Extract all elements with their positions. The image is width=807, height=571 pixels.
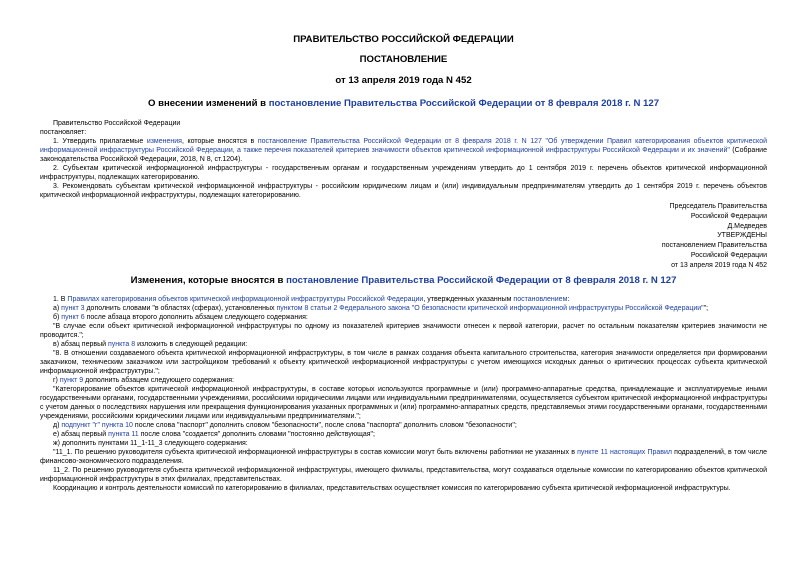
change-d-text-b: после слова "паспорт" дополнить словом "безопасности", после слова "паспорта" дополнить словом "безопасности";	[132, 421, 517, 429]
point-6-link[interactable]: пункт 6	[61, 313, 85, 321]
approval-line-2: постановлением Правительства	[661, 242, 767, 250]
intro-line-1: Правительство Российской Федерации	[53, 120, 181, 127]
signature-line-2: Российской Федерации	[690, 212, 767, 220]
change-e-text-b: после слова "создается" дополнить словами "постоянно действующая";	[138, 430, 375, 438]
changes-title-prefix: Изменения, которые вносятся в	[130, 274, 287, 286]
change-a	[40, 304, 767, 313]
point-11-2: 11_2. По решению руководителя субъекта критической информационной инфраструктуры, имеющего филиалы, представительства, могут создаваться отдельные комиссии по категорированию объектов критической информационной инфраструктуры в этих филиалах, представительствах.	[40, 466, 767, 483]
decree-link[interactable]: постановлением	[513, 295, 568, 303]
change-a-text-a: а)	[53, 304, 62, 312]
change-g-text-b: дополнить абзацем следующего содержания:	[83, 376, 234, 384]
point-11-1-text-a: "11_1. По решению руководителя субъекта критической информационной инфраструктуры в состав комиссии могут быть включены работники не указанных в	[53, 448, 578, 456]
change-zh: ж) дополнить пунктами 11_1-11_3 следующего содержания:	[53, 439, 248, 447]
approval-line-3: Российской Федерации	[690, 251, 767, 259]
change-b	[40, 313, 767, 322]
subject-prefix: О внесении изменений в	[147, 98, 269, 109]
change-1-text-b: , утвержденных указанным	[423, 295, 514, 303]
point-11-1-text-b: подразделений, в том числе финансово-экономического подразделения.	[40, 448, 767, 465]
point-8-link[interactable]: пункта 8	[107, 340, 136, 348]
approval-line-4: от 13 апреля 2019 года N 452	[671, 261, 767, 269]
decree-127-link[interactable]: постановление Правительства Российской Федерации от 8 февраля 2018 г. N 127 "Об утверждении Правил категорирования объектов критической информационной инфраструктуры Российской Федерации, а также перечня показателей критериев значимости объектов критической информационной инфраструктуры Российской Федерации и их значений"	[40, 138, 767, 154]
change-d	[40, 421, 767, 430]
signature-line-1: Председатель Правительства	[669, 203, 767, 210]
decree-body	[40, 119, 767, 200]
point-11-2-coordination: Координацию и контроль деятельности комиссий по категорированию в филиалах, представительствах осуществляет комиссия по категорированию субъекта критической информационной инфраструктуры.	[53, 484, 731, 492]
change-a-text-c: ";	[703, 304, 709, 312]
change-v-text-b: изложить в следующей редакции:	[135, 340, 248, 348]
rules-point-11-link[interactable]: пункте 11 настоящих Правил	[577, 448, 672, 456]
subject-link[interactable]: постановление Правительства Российской Федерации от 8 февраля 2018 г. N 127	[268, 98, 660, 109]
change-b-quote: "В случае если объект критической информационной инфраструктуры по одному из показателей критериев значимости отнесен к первой категории, расчет по остальным показателям критериев значимости не проводится.";	[40, 322, 767, 339]
change-e-text-a: е) абзац первый	[53, 430, 109, 438]
change-e	[40, 430, 767, 439]
point-9-link[interactable]: пункт 9	[59, 376, 84, 384]
point-11-1	[40, 448, 767, 466]
changes-body	[40, 295, 767, 493]
changes-title-link[interactable]: постановление Правительства Российской Федерации от 8 февраля 2018 г. N 127	[286, 274, 677, 286]
clause-3: 3. Рекомендовать субъектам критической информационной инфраструктуры - российским юридическим лицам и (или) индивидуальным предпринимателям утвердить до 1 сентября 2019 г. перечень объектов критической информационной инфраструктуры, подлежащих категорированию.	[40, 183, 767, 199]
clause-1	[40, 137, 767, 164]
decree-date: от 13 апреля 2019 года N 452	[335, 75, 472, 86]
signature-line-3: Д.Медведев	[727, 222, 767, 230]
approval-line-1: УТВЕРЖДЕНЫ	[717, 232, 767, 240]
point-11-link[interactable]: пункта 11	[108, 430, 139, 438]
change-1	[40, 295, 767, 304]
clause-1-text-a: 1. Утвердить прилагаемые	[53, 138, 147, 145]
rules-link[interactable]: Правилах категорирования объектов критической информационной инфраструктуры Российской Федерации	[67, 295, 424, 303]
federal-law-link[interactable]: пунктом 8 статьи 2 Федерального закона "О безопасности критической информационной инфраструктуры Российской Федерации"	[276, 304, 704, 312]
decree-heading: ПОСТАНОВЛЕНИЕ	[359, 54, 448, 65]
change-g-text-a: г)	[53, 376, 60, 384]
intro-line-2: постановляет:	[40, 129, 87, 136]
change-a-text-b: дополнить словами "в областях (сферах), установленных	[84, 304, 277, 312]
change-1-text-a: 1. В	[53, 295, 68, 303]
subpoint-g-link[interactable]: подпункт "г" пункта 10	[61, 421, 133, 429]
change-v-text-a: в) абзац первый	[53, 340, 108, 348]
change-v-quote: "8. В отношении создаваемого объекта критической информационной инфраструктуры, в том числе в рамках создания объекта капитального строительства, категория значимости определяется при формировании заказчиком, техническим заказчиком или застройщиком требований к объекту критической информационной инфраструктуры с учетом имеющихся исходных данных о критических процессах субъекта критической информационной инфраструктуры.";	[40, 349, 767, 375]
decree-subject	[40, 98, 767, 110]
change-b-text-b: после абзаца второго дополнить абзацем следующего содержания:	[84, 313, 308, 321]
signature-block	[40, 202, 767, 271]
change-d-text-a: д)	[53, 421, 62, 429]
change-v	[40, 340, 767, 349]
change-g	[40, 376, 767, 385]
change-b-text-a: б)	[53, 313, 62, 321]
clause-1-text-c: (Собрание законодательства Российской Федерации, 2018, N 8, ст.1204).	[40, 147, 767, 163]
changes-link[interactable]: изменения	[146, 138, 182, 145]
clause-1-text-b: , которые вносятся в	[181, 138, 258, 145]
changes-title	[40, 275, 767, 287]
change-1-text-c: :	[567, 295, 570, 303]
change-g-quote: "Категорирование объектов критической информационной инфраструктуры, в составе которых используются программные и (или) программно-аппаратные средства, принадлежащие и эксплуатируемые иными государственными органами, государственными учреждениями, российскими юридическими лицами или индивидуальными предпринимателями, осуществляется субъектом критической информационной инфраструктуры с учетом данных о последствиях нарушения или прекращения функционирования указанных программных и (или) программно-аппаратных средств, представляемых этими государственными органами, государственными учреждениями, российскими юридическими лицами или индивидуальными предпринимателями.";	[40, 385, 767, 420]
clause-2: 2. Субъектам критической информационной инфраструктуры - государственным органам и государственным учреждениям утвердить до 1 сентября 2019 г. перечень объектов критической информационной инфраструктуры, подлежащих категорированию.	[40, 165, 767, 181]
point-3-link[interactable]: пункт 3	[61, 304, 85, 312]
government-heading: ПРАВИТЕЛЬСТВО РОССИЙСКОЙ ФЕДЕРАЦИИ	[293, 34, 514, 45]
